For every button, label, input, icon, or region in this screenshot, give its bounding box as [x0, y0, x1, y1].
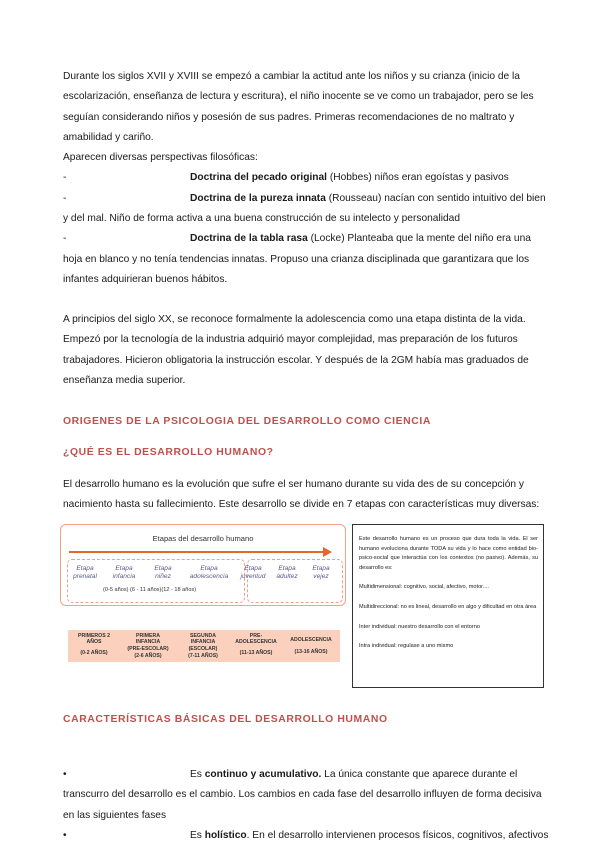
sidebox-item: Intra individual: regulase a uno mismo [359, 643, 454, 650]
characteristic-continuation: transcurro del desarrollo es el cambio. Los cambios en cada fase del desarrollo influyen de forma decisiva [63, 789, 542, 801]
paragraph-line: trabajadores. Hicieron obligatoria la instrucción escolar. Y después de la 2GM había mas graduados de [63, 354, 529, 366]
doctrine-continuation: hoja en blanco y no tenía tendencias innatas. Propuso una crianza disciplinada que garantizara que los [63, 253, 530, 265]
intro-line: escolarización, enseñanza de lectura y escritura), el niño inocente se ve como un trabajador, pero se les [63, 91, 534, 103]
timeline-arrow [69, 551, 325, 553]
stage-label: Etapa adolescencia [189, 565, 229, 580]
heading-what-is: ¿QUÉ ES EL DESARROLLO HUMANO? [63, 447, 274, 458]
doctrine-text: (Rousseau) nacían con sentido intuitivo del bien [325, 192, 546, 204]
intro-line: seguían considerando niños y posesión de sus padres. Primeras recomendaciones de no maltrato y [63, 111, 515, 123]
sidebox-item: Inter individual: nuestro desarrollo con el entorno [359, 623, 480, 630]
stage-label: Etapa juventud [240, 565, 266, 580]
category-box: SEGUNDA INFANCIA (ESCOLAR) (7-11 AÑOS) [176, 630, 230, 662]
ages-caption: (0-5 años) (6 - 11 años)(12 - 18 años) [103, 587, 197, 593]
stage-label: Etapa adultez [276, 565, 298, 580]
doctrine-title: Doctrina de la tabla rasa [190, 233, 308, 245]
definition-paragraph [63, 475, 543, 516]
heading-origins: ORIGENES DE LA PSICOLOGIA DEL DESARROLLO COMO CIENCIA [63, 416, 431, 427]
doctrine-title: Doctrina del pecado original [190, 172, 327, 184]
heading-characteristics: CARACTERÍSTICAS BÁSICAS DEL DESARROLLO HUMANO [63, 714, 388, 725]
stages-title: Etapas del desarrollo humano [152, 534, 254, 543]
sidebox-intro: Este desarrollo humano es un proceso que dura toda la vida. El ser humano evoluciona durante TODA su vida y lo hace como entidad bio-psico-social que interactúa con los contextos (no pasivo). Además, su desarrollo es: [359, 536, 538, 571]
paragraph-line: nacimiento hasta su fallecimiento. Este desarrollo se divide en 7 etapas con características muy diversas: [63, 499, 540, 511]
category-box: PRE- ADOLESCENCIA (11-13 AÑOS) [230, 630, 282, 662]
paragraph-line: El desarrollo humano es la evolución que sufre el ser humano durante su vida des de su concepción y [63, 479, 524, 490]
bullet-marker: • [63, 769, 67, 780]
development-sidebox [352, 524, 544, 688]
dash-marker: - [63, 233, 67, 245]
characteristic-bold: continuo y acumulativo. [204, 769, 322, 780]
characteristic-item: • Es holístico. En el desarrollo intervienen procesos físicos, cognitivos, afectivos [63, 826, 543, 846]
intro-paragraph [63, 67, 546, 290]
characteristic-bold: holístico [204, 829, 247, 841]
stage-label: Etapa niñez [154, 565, 172, 580]
doctrine-item [63, 189, 546, 209]
paragraph-line: A principios del siglo XX, se reconoce formalmente la adolescencia como una etapa distinta de la vida. [63, 314, 526, 325]
stages-figure [60, 524, 350, 664]
sidebox-item: Multidimensional: cognitivo, social, afectivo, motor.... [359, 584, 489, 591]
sidebox-item: Multidireccional: no es lineal, desarrollo en algo y dificultad en otra área [359, 603, 537, 610]
stage-label: Etapa infancia [112, 565, 136, 580]
intro-line: amabilidad y cariño. [63, 131, 154, 143]
characteristic-item: • Es continuo y acumulativo. La única constante que aparece durante el [63, 765, 543, 785]
category-box: ADOLESCENCIA (13-16 AÑOS) [282, 630, 340, 662]
stage-label: Etapa vejez [312, 565, 330, 580]
category-box: PRIMERA INFANCIA (PRE-ESCOLAR) (2-6 AÑOS) [120, 630, 176, 662]
doctrine-text: (Locke) Planteaba que la mente del niño era una [307, 233, 531, 245]
intro-line: Durante los siglos XVII y XVIII se empezó a cambiar la actitud ante los niños y su crianza (inicio de la [63, 71, 520, 82]
bullet-marker: • [63, 829, 67, 841]
doctrine-item [63, 168, 543, 188]
doctrine-text: (Hobbes) niños eran egoístas y pasivos [327, 172, 509, 184]
doctrine-item [63, 229, 543, 249]
doctrine-continuation: infantes adquirieran buenos hábitos. [63, 273, 228, 285]
paragraph-line: Empezó por la tecnología de la industria adquirió mayor complejidad, mas preparación de los futuros [63, 334, 518, 346]
xx-century-paragraph [63, 310, 543, 391]
arrow-head-icon [323, 547, 332, 557]
dash-marker: - [63, 192, 67, 204]
doctrine-continuation: y del mal. Niño de forma activa a una buena construcción de su intelecto y personalidad [63, 213, 460, 225]
stages-diagram [60, 524, 346, 606]
characteristics-list [63, 765, 549, 846]
characteristic-continuation: en las siguientes fases [63, 809, 167, 821]
stage-label: Etapa prenatal [73, 565, 97, 580]
paragraph-line: enseñanza media superior. [63, 374, 186, 386]
category-box: PRIMEROS 2 AÑOS (0-2 AÑOS) [68, 630, 120, 662]
dash-marker: - [63, 172, 67, 184]
perspectives-intro: Aparecen diversas perspectivas filosóficas: [63, 152, 258, 164]
doctrine-title: Doctrina de la pureza innata [190, 192, 326, 204]
